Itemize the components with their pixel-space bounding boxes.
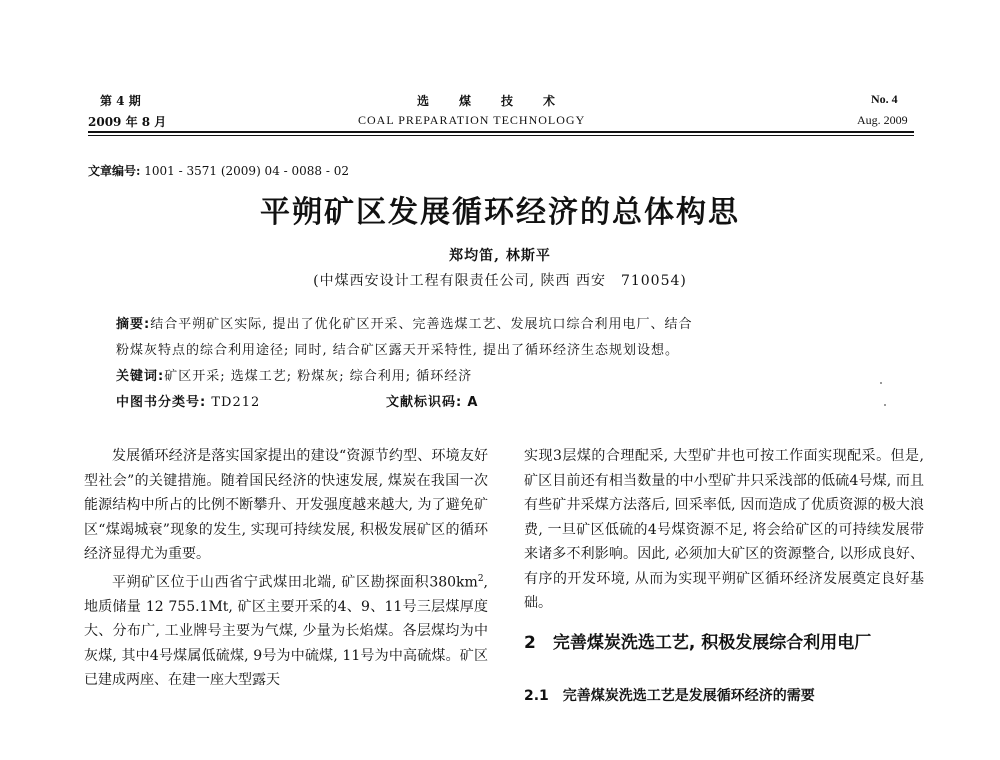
issue-date-cn: 2009 年 8 月 <box>88 115 167 129</box>
issue-number-en: No. 4 <box>871 92 898 106</box>
article-title: 平朔矿区发展循环经济的总体构思 <box>260 195 740 230</box>
body-right-column <box>524 444 924 708</box>
doc-code-value: A <box>467 395 479 410</box>
journal-name-cn: 选 煤 技 术 <box>417 94 558 108</box>
section-2-heading <box>524 630 924 656</box>
issue-number-cn: 第 4 期 <box>100 94 141 108</box>
scan-speck <box>884 404 886 406</box>
body-left-column <box>84 444 488 693</box>
paragraph-continued: 实现3层煤的合理配采, 大型矿井也可按工作面实现配采。但是, 矿区目前还有相当数量的中小型矿井只采浅部的低硫4号煤, 而且有些矿井采煤方法落后, 回采率低, 因而造成了优质资源的极大浪费, 一旦矿区低硫的4号煤资源不足, 将会给矿区的可持续发展带来诸多不利影响。因此, 必须加大矿区的资源整合, 以形成良好、有序的开发环境, 从而为实现平朔矿区循环经济发展奠定良好基础。 <box>524 448 924 611</box>
superscript-2: 2 <box>477 573 484 584</box>
affiliation: (中煤西安设计工程有限责任公司, 陕西 西安 710054) <box>313 273 687 289</box>
abstract-label: 摘要: <box>116 317 151 332</box>
doc-code <box>386 391 478 410</box>
paragraph-mining-area-part2: , 地质储量 12 755.1Mt, 矿区主要开采的4、9、11号三层煤厚度大、分布广, 工业牌号主要为气煤, 少量为长焰煤。各层煤均为中灰煤, 其中4号煤属低硫煤, 9号为中硫煤, 11号为中高硫煤。矿区已建成两座、在建一座大型露天 <box>84 574 488 689</box>
abstract-line-2: 粉煤灰特点的综合利用途径; 同时, 结合矿区露天开采特性, 提出了循环经济生态规划设想。 <box>116 343 680 358</box>
article-number <box>88 162 349 179</box>
doc-code-label: 文献标识码: <box>386 395 463 410</box>
journal-name-en: COAL PREPARATION TECHNOLOGY <box>358 113 586 127</box>
header-rule-thin <box>88 135 914 136</box>
section-2-number: 2 <box>524 632 536 653</box>
keywords-label: 关键词: <box>116 369 165 384</box>
abstract-line-1 <box>116 313 692 332</box>
abstract-text-1: 结合平朔矿区实际, 提出了优化矿区开采、完善选煤工艺、发展坑口综合利用电厂、结合 <box>150 317 693 332</box>
scan-speck <box>880 382 882 384</box>
article-number-label: 文章编号: <box>88 164 141 178</box>
paragraph-mining-area-part1: 平朔矿区位于山西省宁武煤田北端, 矿区勘探面积380km <box>112 574 478 591</box>
article-number-value: 1001 - 3571 (2009) 04 - 0088 - 02 <box>144 164 350 178</box>
keywords-text: 矿区开采; 选煤工艺; 粉煤灰; 综合利用; 循环经济 <box>164 369 473 384</box>
classification-line <box>116 391 260 410</box>
keywords-line <box>116 365 472 384</box>
header-rule <box>88 131 914 133</box>
authors: 郑均笛, 林斯平 <box>449 248 551 264</box>
classification-value: TD212 <box>211 395 261 410</box>
paragraph-mining-area <box>84 567 488 693</box>
paragraph-intro: 发展循环经济是落实国家提出的建设“资源节约型、环境友好型社会”的关键措施。随着国民经济的快速发展, 煤炭在我国一次能源结构中所占的比例不断攀升、开发强度越来越大, 为了避免矿区“煤竭城衰”现象的发生, 实现可持续发展, 积极发展矿区的循环经济显得尤为重要。 <box>84 448 488 562</box>
issue-date-en: Aug. 2009 <box>857 113 908 127</box>
subsection-2-1-heading: 2.1 完善煤炭洗选工艺是发展循环经济的需要 <box>524 687 815 704</box>
section-2-title: 完善煤炭洗选工艺, 积极发展综合利用电厂 <box>552 632 872 653</box>
classification-label: 中图书分类号: <box>116 395 207 410</box>
